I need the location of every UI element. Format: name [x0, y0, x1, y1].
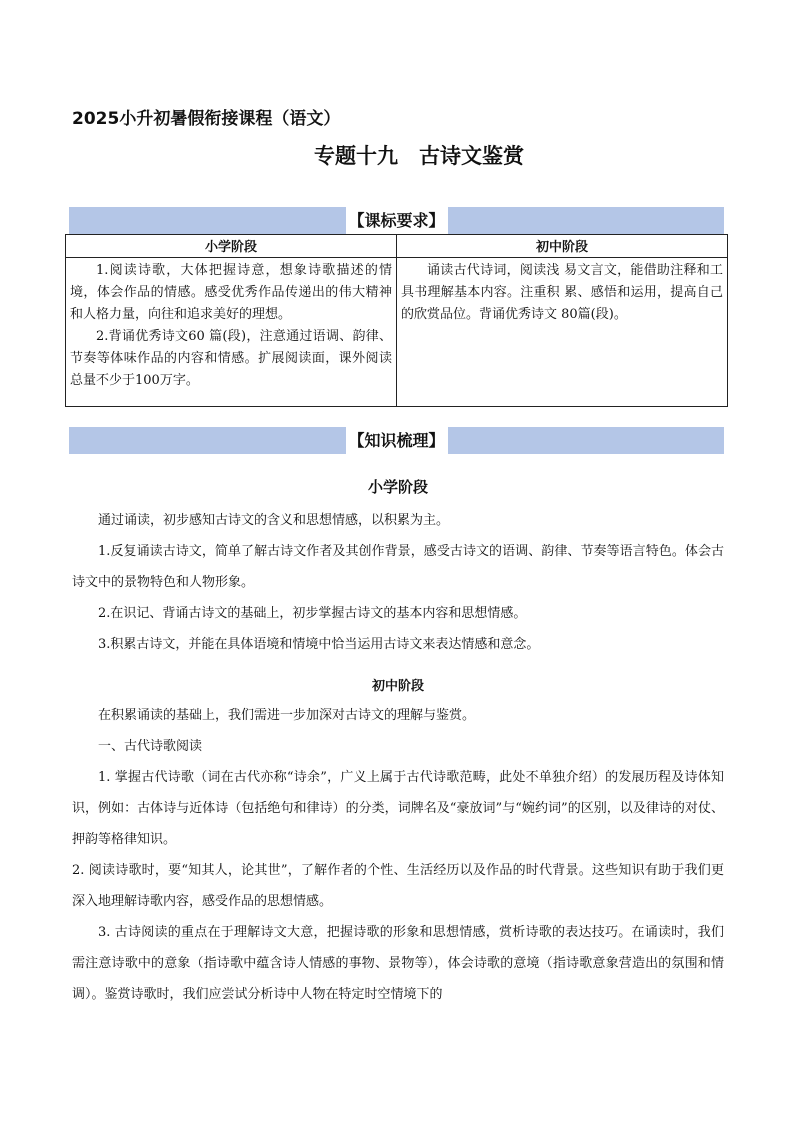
- junior-paragraph: 2. 阅读诗歌时，要“知其人，论其世”，了解作者的个性、生活经历以及作品的时代背景。这些知识有助于我们更深入地理解诗歌内容，感受作品的思想情感。: [72, 863, 724, 909]
- primary-req-1: 1.阅读诗歌，大体把握诗意，想象诗歌描述的情境，体会作品的情感。感受优秀作品传递出的伟大精神和人格力量，向往和追求美好的理想。: [70, 263, 392, 322]
- topic-title: 专题十九 古诗文鉴赏: [314, 144, 524, 168]
- junior-paragraph: 3. 古诗阅读的重点在于理解诗文大意，把握诗歌的形象和思想情感，赏析诗歌的表达技巧。在诵读时，我们需注意诗歌中的意象（指诗歌中蕴含诗人情感的事物、景物等），体会诗歌的意境（指诗歌意象营造出的氛围和情调）。鉴赏诗歌时，我们应尝试分析诗中人物在特定时空情境下的: [72, 925, 724, 1002]
- primary-paragraph: 3.积累古诗文，并能在具体语境和情境中恰当运用古诗文来表达情感和意念。: [98, 637, 540, 652]
- primary-paragraph: 通过诵读，初步感知古诗文的含义和思想情感，以积累为主。: [98, 513, 450, 528]
- junior-heading: 初中阶段: [371, 679, 424, 694]
- standards-band: [69, 207, 724, 234]
- standards-table: [65, 234, 728, 407]
- primary-paragraph: 1.反复诵读古诗文，简单了解古诗文作者及其创作背景，感受古诗文的语调、韵律、节奏等语言特色。体会古诗文中的景物特色和人物形象。: [72, 544, 724, 590]
- junior-req-1: 诵读古代诗词，阅读浅 易文言文，能借助注释和工具书理解基本内容。注重积 累、感悟和运用，提高自己 的欣赏品位。背诵优秀诗文 80篇(段)。: [401, 263, 723, 322]
- primary-heading: 小学阶段: [367, 478, 428, 496]
- primary-paragraph: 2.在识记、背诵古诗文的基础上，初步掌握古诗文的基本内容和思想情感。: [98, 606, 527, 621]
- junior-requirements: [397, 258, 728, 407]
- junior-section-title: 一、古代诗歌阅读: [98, 739, 203, 754]
- knowledge-band: [69, 427, 724, 454]
- knowledge-band-label: 【知识梳理】: [345, 427, 447, 454]
- primary-req-2: 2.背诵优秀诗文60 篇(段)，注意通过语调、韵律、节奏等体味作品的内容和情感。扩展阅读面，课外阅读总量不少于100万字。: [70, 329, 392, 388]
- junior-paragraph: 1. 掌握古代诗歌（词在古代亦称“诗余”，广义上属于古代诗歌范畴，此处不单独介绍）的发展历程及诗体知识，例如：古体诗与近体诗（包括绝句和律诗）的分类，词牌名及“豪放词”与“婉约词”的区别，以及律诗的对仗、押韵等格律知识。: [72, 770, 724, 847]
- primary-requirements: [66, 258, 397, 407]
- course-title: 2025小升初暑假衔接课程（语文）: [72, 109, 341, 129]
- col-primary-header: 小学阶段: [66, 235, 397, 258]
- col-junior-header: 初中阶段: [397, 235, 728, 258]
- junior-paragraph: 在积累诵读的基础上，我们需进一步加深对古诗文的理解与鉴赏。: [98, 708, 476, 723]
- standards-band-label: 【课标要求】: [345, 207, 447, 234]
